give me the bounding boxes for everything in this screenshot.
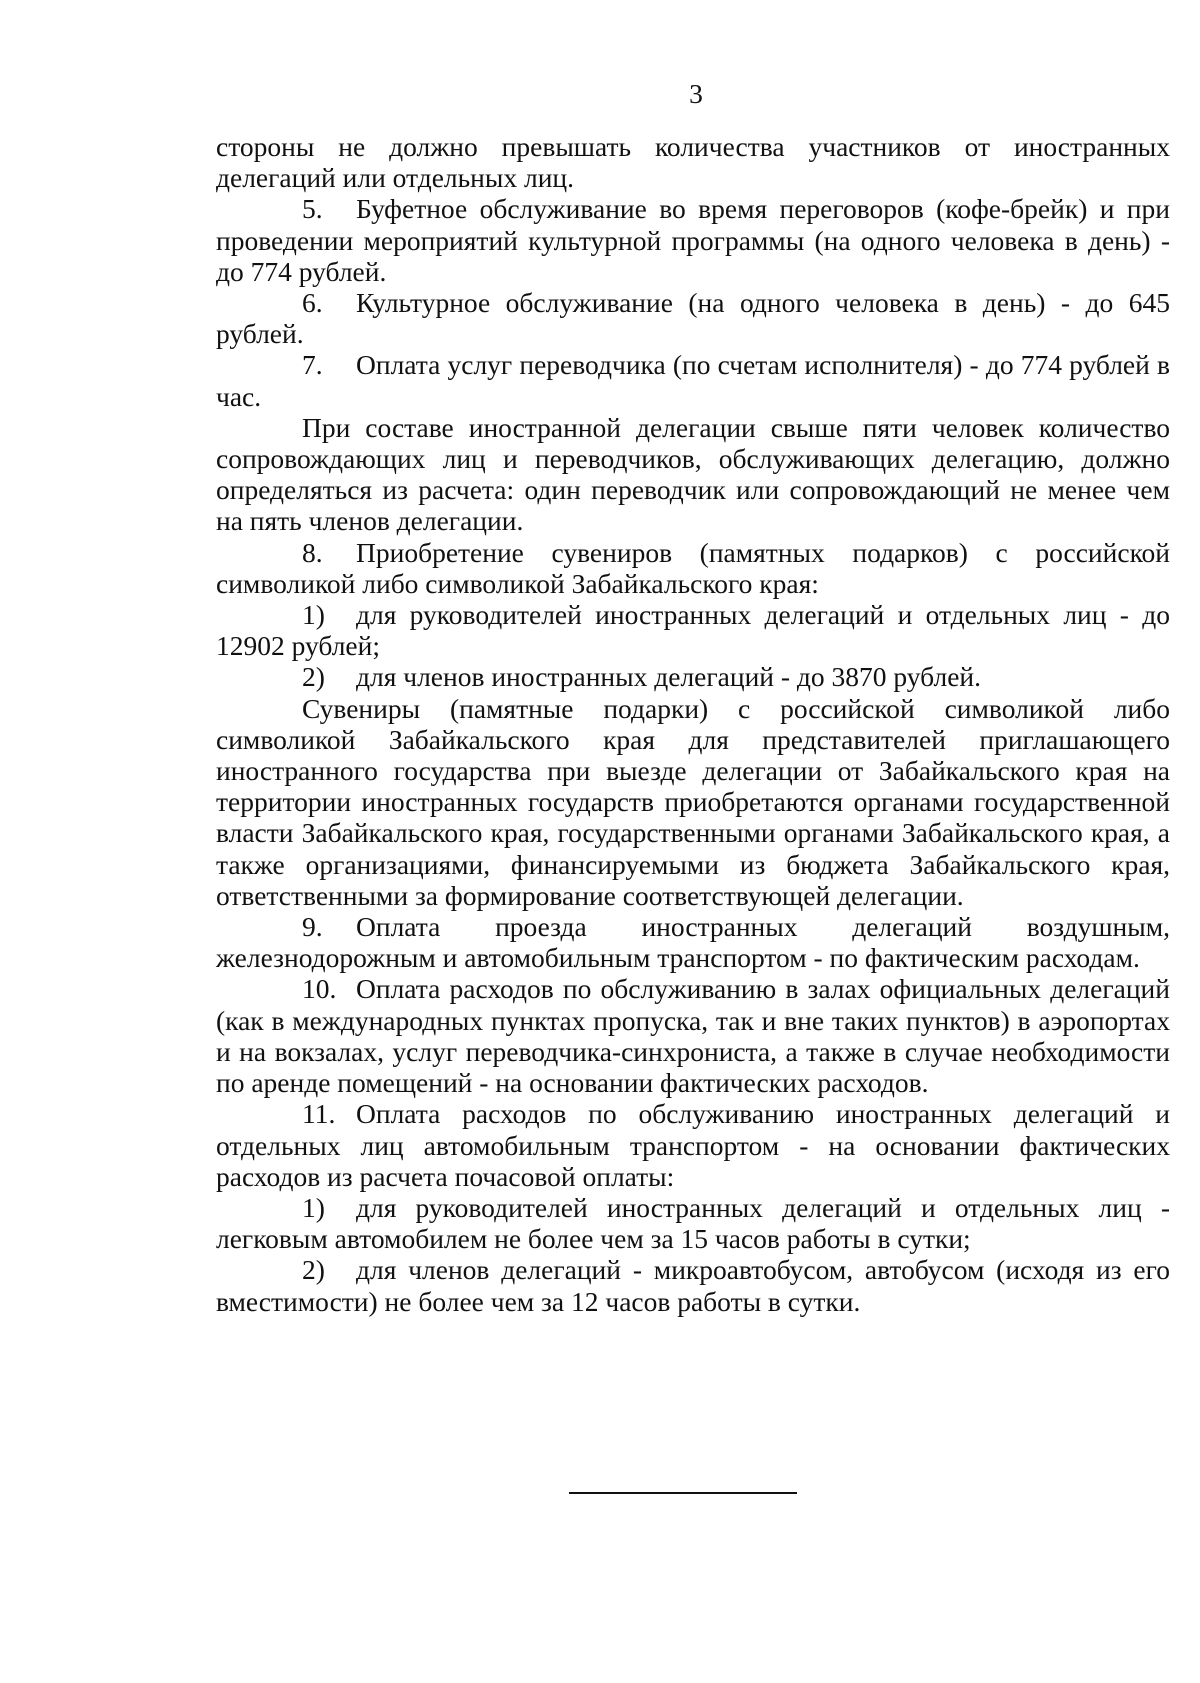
- paragraph-text: Оплата услуг переводчика (по счетам исполнителя) - до 774 рублей в час.: [216, 349, 1170, 412]
- paragraph-item-7: [216, 349, 1170, 411]
- item-number: 1): [302, 599, 325, 631]
- paragraph-text: Оплата расходов по обслуживанию в залах официальных делегаций (как в международных пунктах пропуска, так и вне таких пунктов) в аэропортах и на вокзалах, услуг переводчика-синхрониста, а также в случае необходимости по аренде помещений - на основании фактических расходов.: [216, 973, 1170, 1099]
- paragraph-text: для членов иностранных делегаций - до 3870 рублей.: [356, 661, 982, 693]
- paragraph-subitem-8-2: [216, 661, 1170, 692]
- paragraph-item-8: [216, 537, 1170, 599]
- paragraph-subitem-8-1: [216, 599, 1170, 661]
- item-number: 1): [302, 1191, 325, 1223]
- paragraph-text: Сувениры (памятные подарки) с российской символикой либо символикой Забайкальского края для представителей приглашающего иностранного государства при выезде делегации от Забайкальского края на территории иностранных государств приобретаются органами государственной власти Забайкальского края, государственными органами Забайкальского края, а также организациями, финансируемыми из бюджета Забайкальского края, ответственными за формирование соответствующей делегации.: [216, 692, 1170, 911]
- item-number: 10.: [302, 973, 337, 1005]
- paragraph-text: стороны не должно превышать количества участников от иностранных делегаций или отдельных лиц.: [216, 131, 1170, 194]
- paragraph-text: При составе иностранной делегации свыше пяти человек количество сопровождающих лиц и переводчиков, обслуживающих делегацию, должно определяться из расчета: один переводчик или сопровождающий не менее чем на пять членов делегации.: [216, 411, 1170, 537]
- paragraph-item-5: [216, 193, 1170, 287]
- item-number: 6.: [302, 287, 323, 319]
- paragraph-item-9: [216, 911, 1170, 973]
- paragraph-item-10: [216, 973, 1170, 1098]
- paragraph-text: Приобретение сувениров (памятных подарков) с российской символикой либо символикой Забайкальского края:: [216, 536, 1170, 599]
- item-number: 2): [302, 661, 325, 693]
- paragraph-subitem-11-2: [216, 1254, 1170, 1316]
- item-number: 8.: [302, 536, 323, 568]
- paragraph-text: для руководителей иностранных делегаций и отдельных лиц - легковым автомобилем не более чем за 15 часов работы в сутки;: [216, 1191, 1170, 1255]
- item-number: 5.: [302, 193, 323, 225]
- paragraph-souvenirs: [216, 693, 1170, 911]
- item-number: 2): [302, 1254, 325, 1286]
- paragraph-text: Оплата расходов по обслуживанию иностранных делегаций и отдельных лиц автомобильным транспортом - на основании фактических расходов из расчета почасовой оплаты:: [216, 1098, 1170, 1192]
- paragraph-text: для членов делегаций - микроавтобусом, автобусом (исходя из его вместимости) не более чем за 12 часов работы в сутки.: [216, 1254, 1170, 1317]
- paragraph-escort-rule: [216, 412, 1170, 537]
- paragraph-text: Оплата проезда иностранных делегаций воздушным, железнодорожным и автомобильным транспортом - по фактическим расходам.: [216, 911, 1170, 974]
- paragraph-item-6: [216, 287, 1170, 349]
- item-number: 11.: [302, 1098, 336, 1130]
- paragraph-text: Культурное обслуживание (на одного человека в день) - до 645 рублей.: [216, 287, 1170, 350]
- document-body: [216, 131, 1170, 1317]
- page-number: 3: [689, 78, 703, 109]
- item-number: 7.: [302, 349, 323, 381]
- paragraph-subitem-11-1: [216, 1192, 1170, 1254]
- paragraph-text: Буфетное обслуживание во время переговоров (кофе-брейк) и при проведении мероприятий культурной программы (на одного человека в день) - до 774 рублей.: [216, 193, 1170, 287]
- paragraph-continuation: [216, 131, 1170, 193]
- item-number: 9.: [302, 911, 323, 943]
- end-separator-line: [569, 1492, 797, 1494]
- paragraph-text: для руководителей иностранных делегаций и отдельных лиц - до 12902 рублей;: [216, 599, 1170, 662]
- paragraph-item-11: [216, 1098, 1170, 1192]
